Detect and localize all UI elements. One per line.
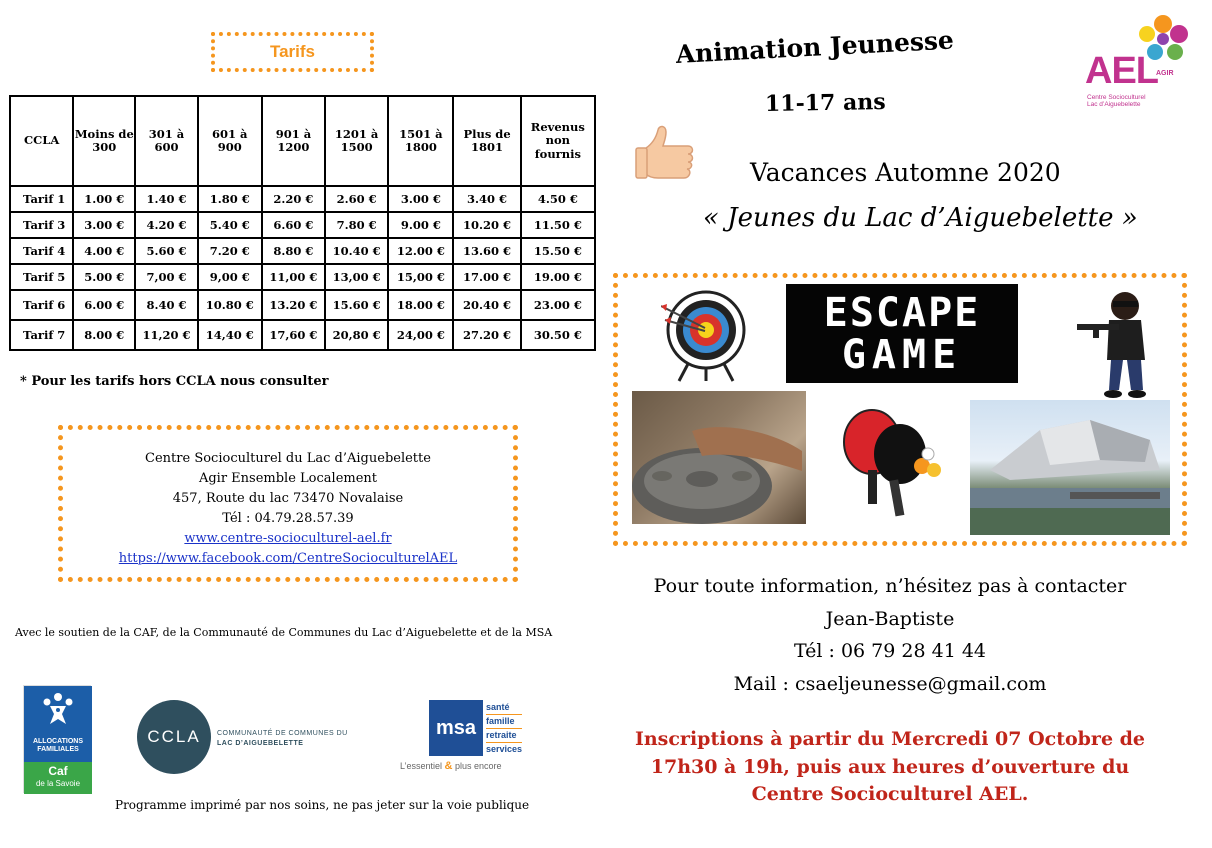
price-cell: 8.80 € [262,238,325,264]
tarif-label-cell: Tarif 7 [10,320,73,350]
price-cell: 18.00 € [388,290,453,320]
msa-logo-mark: msa [435,716,477,739]
tarif-label-cell: Tarif 6 [10,290,73,320]
price-cell: 12.00 € [388,238,453,264]
table-header: 901 à 1200 [262,96,325,186]
inscriptions-line: Centre Socioculturel AEL. [751,783,1029,805]
price-cell: 4.20 € [135,212,197,238]
archery-target-icon [661,284,751,382]
price-cell: 27.20 € [453,320,520,350]
caf-people-icon [38,692,78,726]
table-header: 1201 à 1500 [325,96,388,186]
caf-logo-text: ALLOCATIONS FAMILIALES [32,738,84,753]
ping-pong-icon [840,406,950,521]
price-cell: 5.60 € [135,238,197,264]
ael-logo-text: AEL [1085,50,1158,92]
table-header: 601 à 900 [198,96,262,186]
price-cell: 2.20 € [262,186,325,212]
contact-mail: Mail : csaeljeunesse@gmail.com [733,672,1047,695]
address-line: Agir Ensemble Localement [198,471,378,486]
table-header: 1501 à 1800 [388,96,453,186]
website-link[interactable]: www.centre-socioculturel-ael.fr [184,531,392,546]
price-cell: 10.20 € [453,212,520,238]
msa-logo [400,700,550,775]
facebook-link[interactable]: https://www.facebook.com/CentreSocioculturelAEL [118,551,458,566]
museum-building-icon [970,400,1170,535]
price-cell: 3.00 € [388,186,453,212]
msa-logo-amp: & [444,760,453,772]
price-cell: 9.00 € [388,212,453,238]
table-header: 301 à 600 [135,96,197,186]
table-row [10,212,595,238]
price-cell: 15.50 € [521,238,595,264]
address-line: Centre Socioculturel du Lac d’Aiguebelette [145,451,431,466]
price-cell: 13,00 € [325,264,388,290]
ccla-logo-mark: CCLA [147,727,201,746]
print-note: Programme imprimé par nos soins, ne pas jeter sur la voie publique [115,798,530,812]
table-row [10,290,595,320]
caf-logo [23,685,91,793]
table-row [10,186,595,212]
price-cell: 3.00 € [73,212,135,238]
price-cell: 2.60 € [325,186,388,212]
price-cell: 1.00 € [73,186,135,212]
activities-photo-frame [613,273,1187,546]
price-cell: 30.50 € [521,320,595,350]
tarifs-title: Tarifs [269,42,316,61]
tarifs-note: * Pour les tarifs hors CCLA nous consulter [20,374,329,389]
msa-logo-item: retraite [486,729,522,743]
price-cell: 23.00 € [521,290,595,320]
tarif-label-cell: Tarif 1 [10,186,73,212]
price-cell: 1.40 € [135,186,197,212]
price-cell: 13.60 € [453,238,520,264]
table-header: CCLA [10,96,73,186]
ael-logo-agir: AGIR [1156,70,1174,77]
address-box [58,425,518,582]
price-cell: 6.60 € [262,212,325,238]
contact-name: Jean-Baptiste [825,607,955,630]
ael-logo [1083,14,1193,114]
contact-phone: Tél : 06 79 28 41 44 [793,640,987,662]
price-cell: 13.20 € [262,290,325,320]
price-cell: 1.80 € [198,186,262,212]
price-cell: 11,20 € [135,320,197,350]
price-table [9,95,596,351]
msa-logo-tag: plus encore [455,761,502,771]
handpan-photo [632,391,806,524]
ccla-logo-line1: COMMUNAUTÉ DE COMMUNES DU [217,730,348,737]
table-header: Revenus non fournis [521,96,595,186]
msa-logo-tag: L’essentiel [400,761,443,771]
contact-info [610,570,1170,700]
caf-logo-name: Caf [48,764,68,778]
price-cell: 7.80 € [325,212,388,238]
price-cell: 17.00 € [453,264,520,290]
price-cell: 4.00 € [73,238,135,264]
price-cell: 17,60 € [262,320,325,350]
address-line: 457, Route du lac 73470 Novalaise [172,491,404,506]
price-cell: 8.40 € [135,290,197,320]
address-phone: Tél : 04.79.28.57.39 [222,511,354,526]
handpan-icon [632,391,806,524]
tarif-label-cell: Tarif 3 [10,212,73,238]
price-cell: 20,80 € [325,320,388,350]
price-cell: 9,00 € [198,264,262,290]
table-row [10,320,595,350]
thumbs-up-icon [634,122,700,184]
price-cell: 7.20 € [198,238,262,264]
escape-game-line: ESCAPE [823,289,981,336]
price-cell: 15.60 € [325,290,388,320]
table-header: Moins de 300 [73,96,135,186]
tarifs-title-box [211,32,374,72]
table-header: Plus de 1801 [453,96,520,186]
price-cell: 5.40 € [198,212,262,238]
price-cell: 8.00 € [73,320,135,350]
inscriptions-line: 17h30 à 19h, puis aux heures d’ouverture du [650,755,1130,778]
jeunes-title: « Jeunes du Lac d’Aiguebelette » [703,203,1138,233]
caf-logo-region: de la Savoie [35,779,81,788]
price-cell: 11.50 € [521,212,595,238]
support-text: Avec le soutien de la CAF, de la Communauté de Communes du Lac d’Aiguebelette et de la MSA [15,626,553,639]
price-cell: 7,00 € [135,264,197,290]
table-header-row [10,96,595,186]
price-cell: 19.00 € [521,264,595,290]
price-cell: 14,40 € [198,320,262,350]
inscriptions-info [610,726,1170,809]
vacances-title: Vacances Automne 2020 [750,158,1061,187]
headline: Animation Jeunesse [675,25,955,69]
museum-photo [970,400,1170,535]
ael-logo-sub: Centre Socioculturel [1087,94,1146,101]
price-cell: 4.50 € [521,186,595,212]
msa-logo-item: services [486,744,523,754]
inscriptions-line: Inscriptions à partir du Mercredi 07 Octobre de [634,728,1146,750]
price-cell: 24,00 € [388,320,453,350]
escape-game-line: GAME [841,331,963,378]
price-cell: 11,00 € [262,264,325,290]
tarif-label-cell: Tarif 4 [10,238,73,264]
ccla-logo [137,700,372,778]
price-cell: 10.80 € [198,290,262,320]
msa-logo-item: famille [486,715,522,729]
price-cell: 20.40 € [453,290,520,320]
tarif-label-cell: Tarif 5 [10,264,73,290]
age-range: 11-17 ans [764,88,886,118]
price-cell: 15,00 € [388,264,453,290]
price-cell: 10.40 € [325,238,388,264]
table-row [10,264,595,290]
price-cell: 5.00 € [73,264,135,290]
ael-logo-sub: Lac d’Aiguebelette [1087,101,1141,108]
contact-line: Pour toute information, n’hésitez pas à contacter [653,575,1127,597]
escape-game-logo [786,284,1018,383]
price-cell: 6.00 € [73,290,135,320]
price-cell: 3.40 € [453,186,520,212]
table-row [10,238,595,264]
paintball-player-icon [1073,284,1158,399]
ccla-logo-line2: LAC D’AIGUEBELETTE [217,740,304,747]
msa-logo-item: santé [486,701,522,715]
